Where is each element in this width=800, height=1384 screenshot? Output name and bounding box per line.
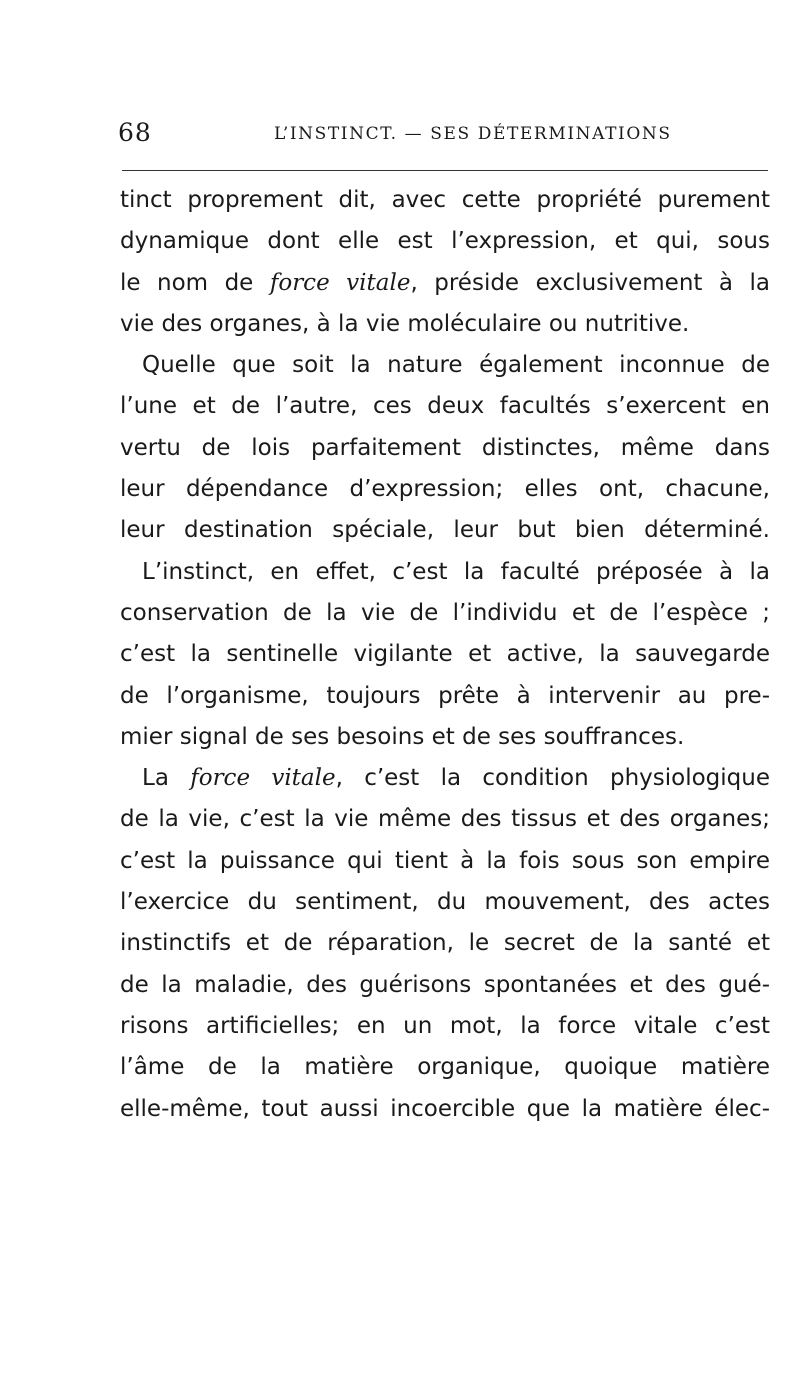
text-line: de l’organisme, toujours prête à intervenir au pre- — [120, 682, 770, 709]
italic-term: force vitale — [269, 269, 411, 296]
text-line: leur dépendance d’expression; elles ont, chacune, — [120, 476, 770, 503]
text-line: L’instinct, en effet, c’est la faculté préposée à la — [142, 558, 770, 585]
text-run: La — [142, 765, 191, 792]
text-line — [120, 263, 770, 304]
text-line: l’une et de l’autre, ces deux facultés s’exercent en — [120, 393, 770, 420]
text-line: c’est la puissance qui tient à la fois sous son empire — [120, 847, 770, 874]
text-line: elle-même, tout aussi incoercible que la matière élec- — [120, 1095, 770, 1122]
text-line: vie des organes, à la vie moléculaire ou nutritive. — [120, 310, 690, 337]
page-header — [118, 118, 768, 152]
text-line: conservation de la vie de l’individu et de l’espèce ; — [120, 599, 770, 626]
text-line: l’âme de la matière organique, quoique matière — [120, 1054, 770, 1081]
text-line — [120, 758, 770, 799]
text-line: mier signal de ses besoins et de ses souffrances. — [120, 723, 685, 750]
text-line: leur destination spéciale, leur but bien déterminé. — [120, 517, 770, 544]
page-number: 68 — [118, 118, 152, 147]
text-line: Quelle que soit la nature également inconnue de — [142, 352, 770, 379]
text-line: c’est la sentinelle vigilante et active, la sauvegarde — [120, 641, 770, 668]
text-run: le nom de — [120, 269, 270, 296]
text-run: , préside exclusivement à la — [410, 269, 770, 296]
text-line: dynamique dont elle est l’expression, et qui, sous — [120, 228, 770, 255]
text-line: instinctifs et de réparation, le secret de la santé et — [120, 930, 770, 957]
italic-term: force vitale — [190, 765, 336, 792]
text-line: de la maladie, des guérisons spontanées et des gué- — [120, 971, 770, 998]
text-line: de la vie, c’est la vie même des tissus et des organes; — [120, 806, 770, 833]
running-head: L’INSTINCT. — SES DÉTERMINATIONS — [274, 124, 672, 144]
text-line: risons artificielles; en un mot, la force vitale c’est — [120, 1012, 770, 1039]
body-text — [120, 180, 770, 1130]
text-line: vertu de lois parfaitement distinctes, même dans — [120, 434, 770, 461]
header-rule — [122, 170, 768, 171]
text-line: l’exercice du sentiment, du mouvement, des actes — [120, 889, 770, 916]
text-line: tinct proprement dit, avec cette propriété purement — [120, 187, 770, 213]
text-run: , c’est la condition physiologique — [335, 765, 770, 792]
